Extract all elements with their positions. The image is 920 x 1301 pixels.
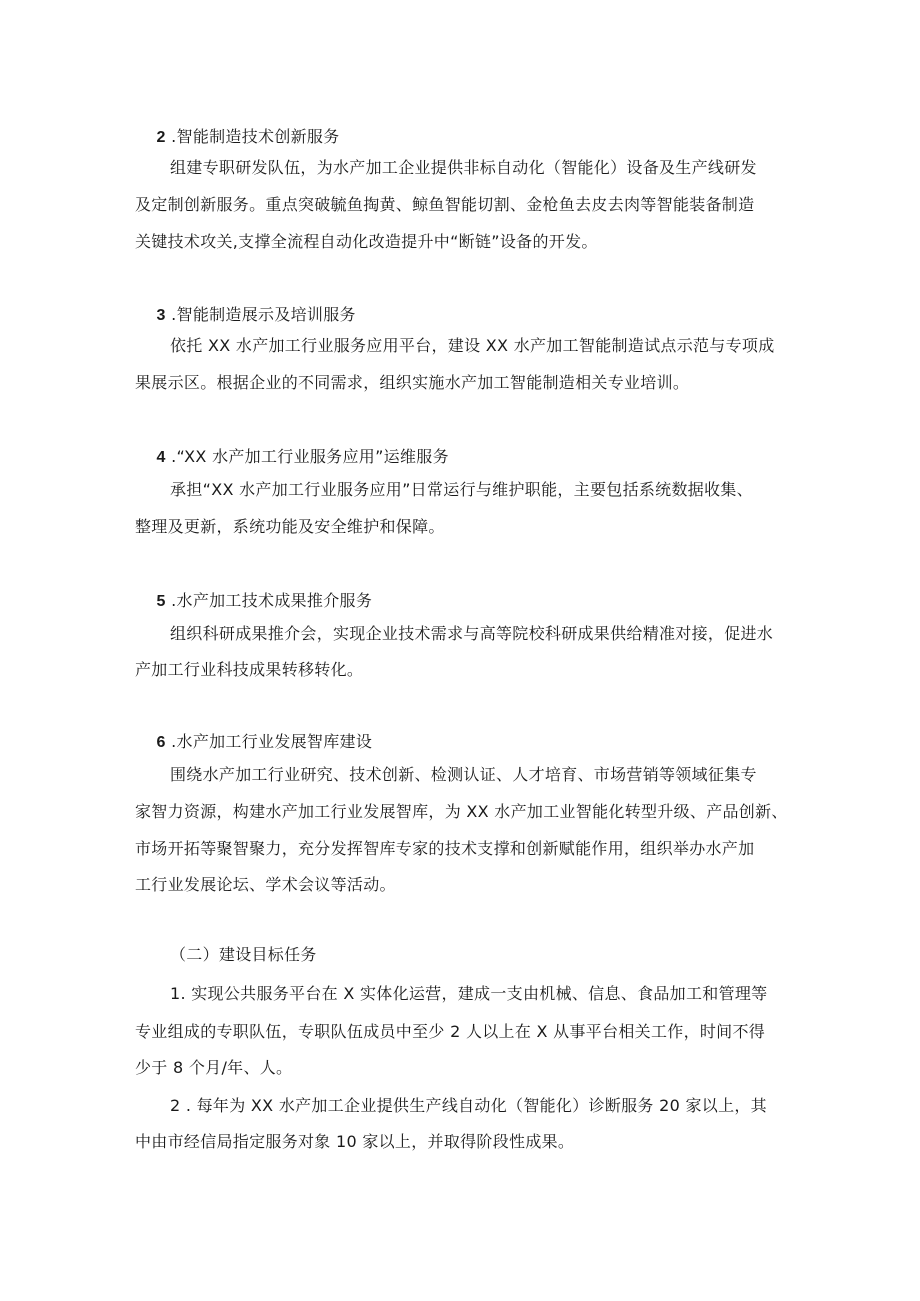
paragraph-line: 家智力资源，构建水产加工行业发展智库，为 XX 水产加工业智能化转型升级、产品创新、 [135,802,788,821]
section-number: 6 [156,734,166,751]
section-title: .水产加工行业发展智库建设 [165,732,373,751]
paragraph-line: 依托 XX 水产加工行业服务应用平台，建设 XX 水产加工智能制造试点示范与专项成 [170,336,775,355]
paragraph-line: 及定制创新服务。重点突破毓鱼掏黄、鲸鱼智能切割、金枪鱼去皮去肉等智能装备制造 [135,195,755,214]
section-title: .水产加工技术成果推介服务 [165,591,373,610]
goal-item-line: 专业组成的专职队伍，专职队伍成员中至少 2 人以上在 X 从事平台相关工作，时间不得 [135,1022,766,1041]
paragraph-line: 工行业发展论坛、学术会议等活动。 [135,875,396,894]
paragraph-line: 组建专职研发队伍，为水产加工企业提供非标自动化（智能化）设备及生产线研发 [170,158,757,177]
paragraph-line: 承担“XX 水产加工行业服务应用”日常运行与维护职能，主要包括系统数据收集、 [170,480,753,499]
paragraph-line: 关键技术攻关,支撑全流程自动化改造提升中“断链”设备的开发。 [135,232,598,251]
paragraph-line: 市场开拓等聚智聚力，充分发挥智库专家的技术支撑和创新赋能作用，组织举办水产加 [135,839,755,858]
section-number: 3 [156,307,166,324]
paragraph-line: 整理及更新，系统功能及安全维护和保障。 [135,517,445,536]
section-title: .“XX 水产加工行业服务应用”运维服务 [165,447,449,466]
section-number: 5 [156,593,166,610]
paragraph-line: 组织科研成果推介会，实现企业技术需求与高等院校科研成果供给精准对接，促进水 [170,624,774,643]
section-number: 2 [156,129,166,146]
goal-item-line: 1. 实现公共服务平台在 X 实体化运营，建成一支由机械、信息、食品加工和管理等 [170,984,768,1003]
paragraph-line: 果展示区。根据企业的不同需求，组织实施水产加工智能制造相关专业培训。 [135,373,690,392]
goal-item-line: 少于 8 个月/年、人。 [135,1058,293,1077]
subsection-title: （二）建设目标任务 [170,945,317,964]
paragraph-line: 产加工行业科技成果转移转化。 [135,660,364,679]
section-number: 4 [156,449,166,466]
goal-item-line: 中由市经信局指定服务对象 10 家以上，并取得阶段性成果。 [135,1132,575,1151]
section-title: .智能制造展示及培训服务 [165,305,356,324]
goal-item-line: 2 . 每年为 XX 水产加工企业提供生产线自动化（智能化）诊断服务 20 家以上，其 [170,1096,767,1115]
paragraph-line: 围绕水产加工行业研究、技术创新、检测认证、人才培育、市场营销等领域征集专 [170,765,757,784]
section-title: .智能制造技术创新服务 [165,127,340,146]
